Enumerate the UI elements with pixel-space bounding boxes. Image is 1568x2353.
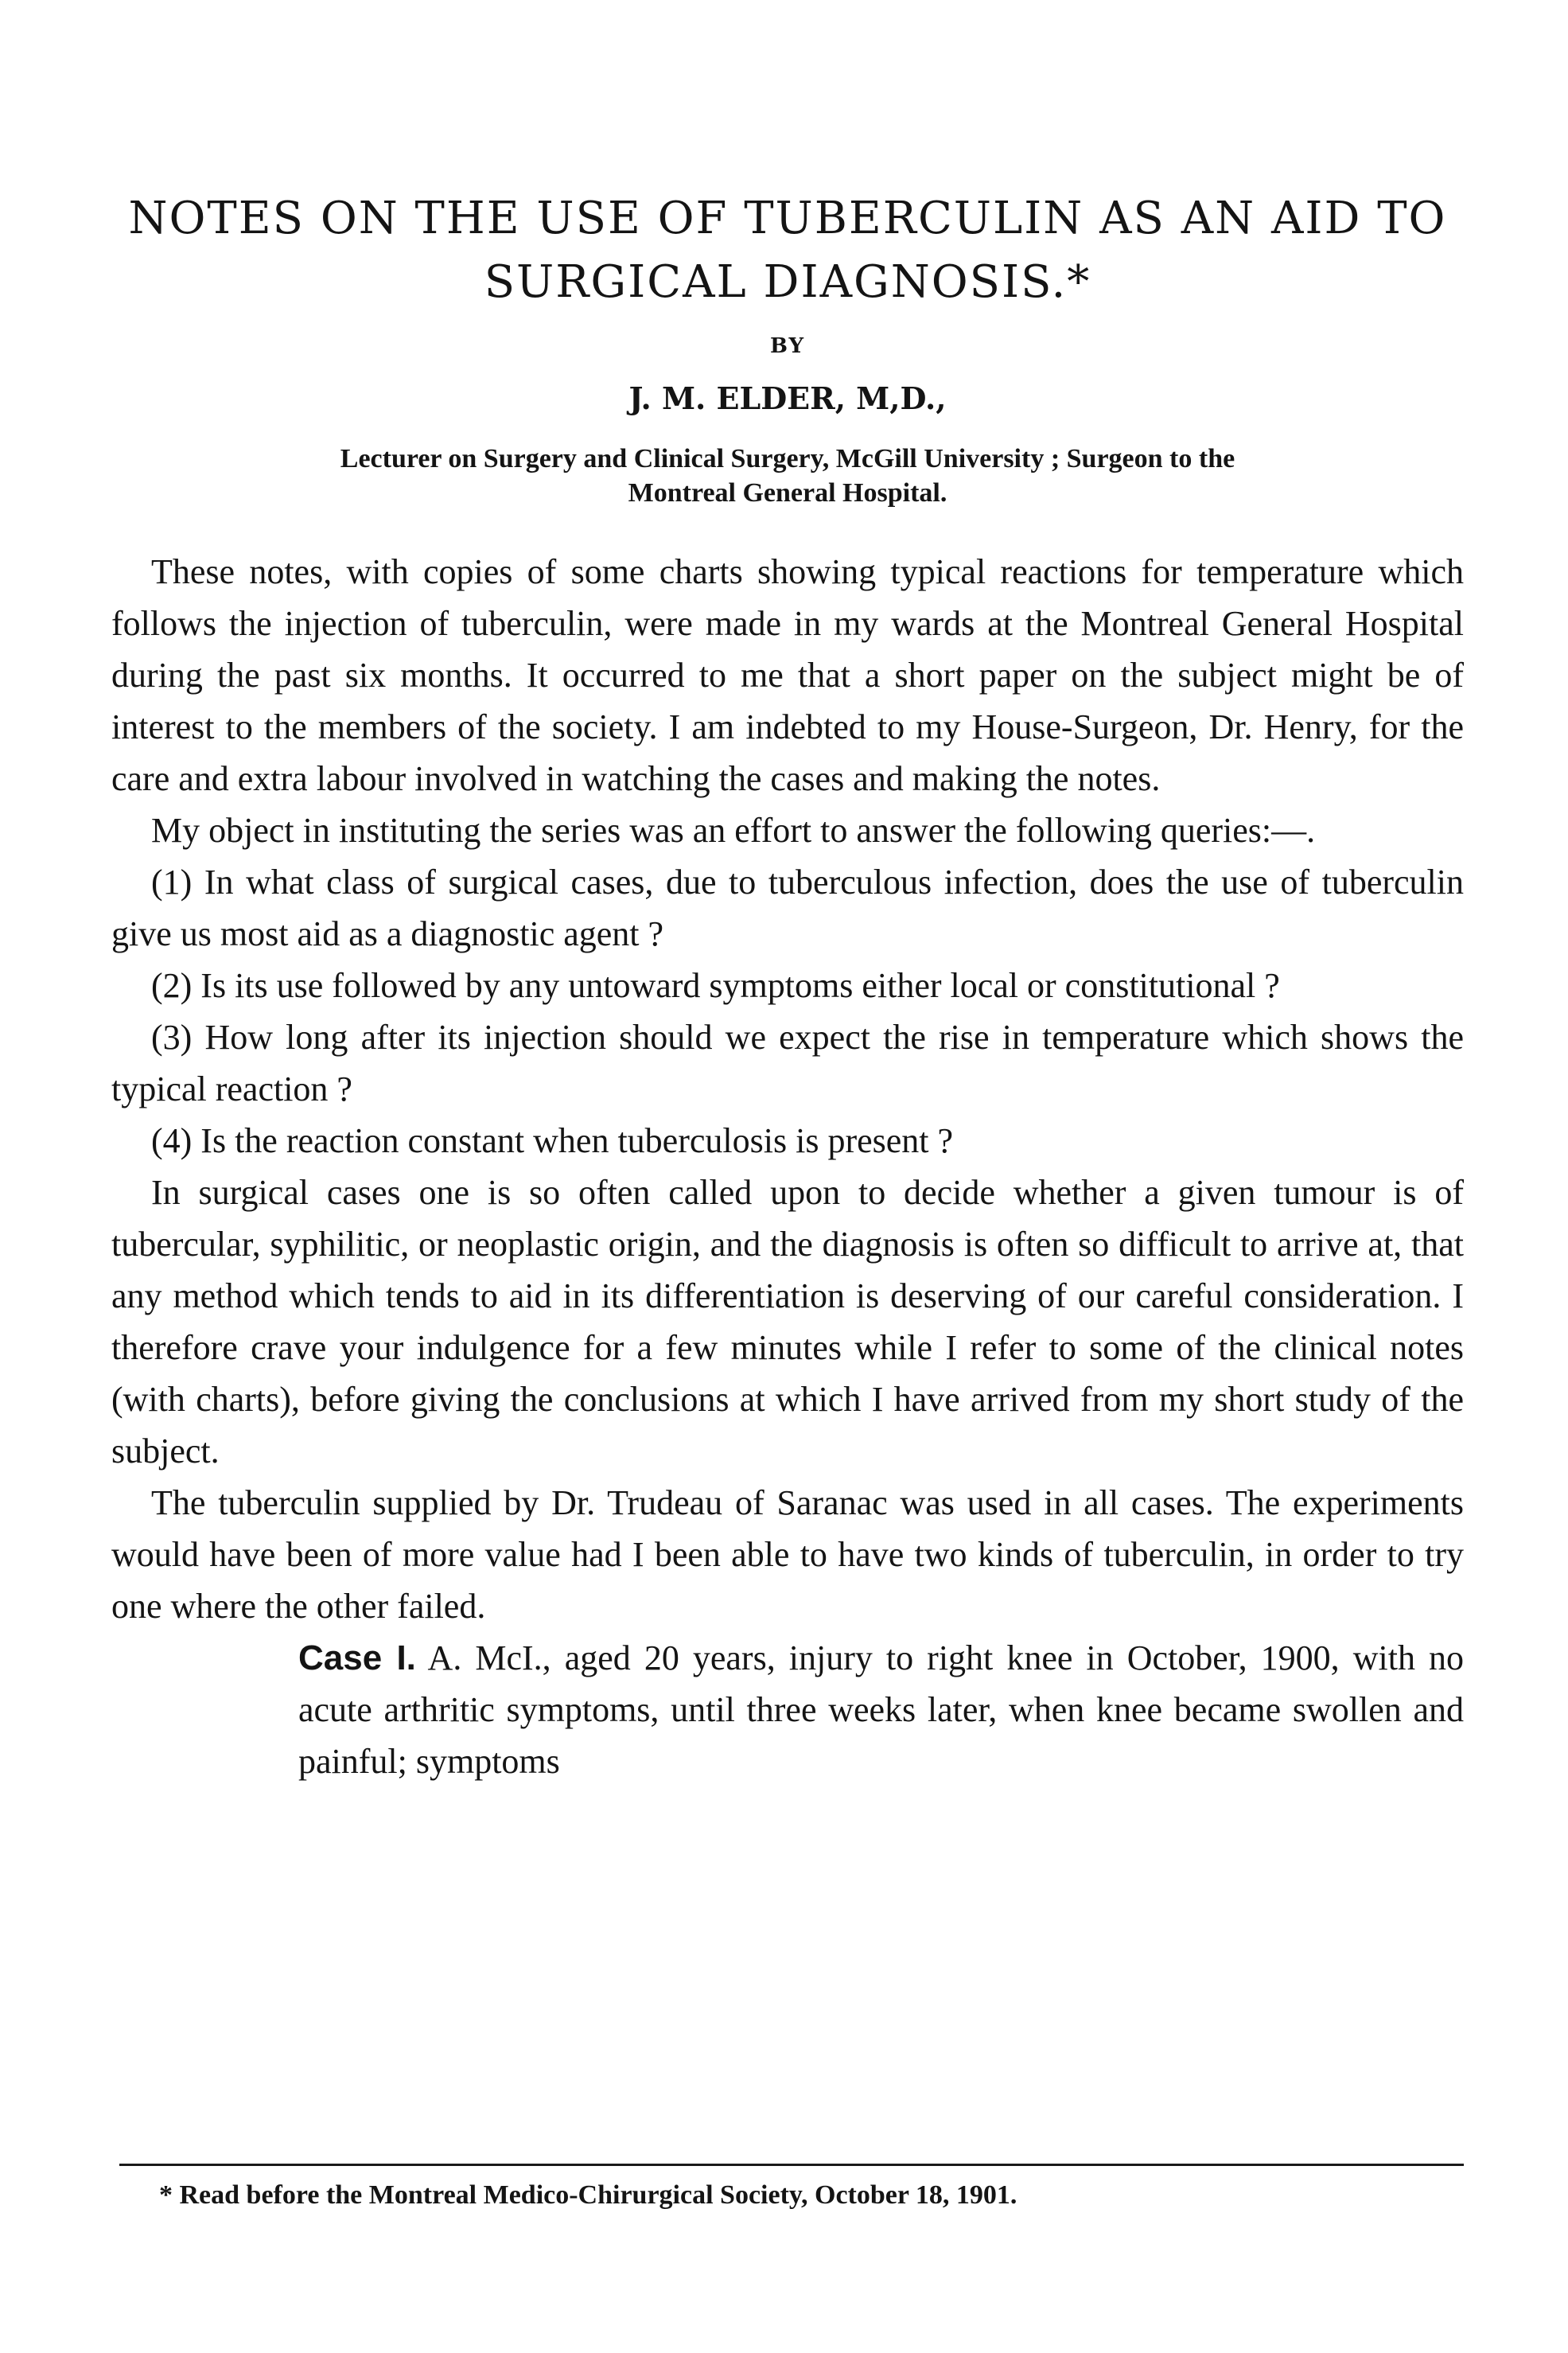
- affiliation-line1: Lecturer on Surgery and Clinical Surgery, McGill University ; Surgeon to the: [340, 444, 1235, 473]
- author-affiliation: [127, 442, 1448, 510]
- query-4: (4) Is the reaction constant when tuberculosis is present ?: [151, 1121, 954, 1160]
- footnote-rule: [119, 2164, 1464, 2166]
- case-1-text: A. McI., aged 20 years, injury to right knee in October, 1900, with no acute arthritic symptoms, until three weeks later, when knee became swollen and painful; symptoms: [298, 1638, 1465, 1781]
- case-1: [298, 1632, 1464, 1787]
- article-title-line2: SURGICAL DIAGNOSIS.*: [484, 256, 1091, 308]
- query-3: (3) How long after its injection should we expect the rise in temperature which shows the typical reaction ?: [111, 1018, 1464, 1108]
- byline-label: BY: [769, 334, 806, 358]
- article-title-line1: NOTES ON THE USE OF TUBERCULIN AS AN AID TO: [128, 193, 1447, 244]
- case-1-label: Case I.: [298, 1638, 416, 1677]
- query-2: (2) Is its use followed by any untoward symptoms either local or constitutional ?: [151, 966, 1280, 1005]
- paragraph-object: My object in instituting the series was an effort to answer the following queries:—.: [151, 811, 1316, 850]
- paragraph-surgical-cases: In surgical cases one is so often called upon to decide whether a given tumour is of tubercular, syphilitic, or neoplastic origin, and the diagnosis is often so difficult to arrive at, that any method which tends to aid in its differentiation is deserving of our careful consideration. I therefore crave your indulgence for a few minutes while I refer to some of the clinical notes (with charts), before giving the conclusions at which I have arrived from my short study of the subject.: [111, 1173, 1464, 1471]
- affiliation-line2: Montreal General Hospital.: [628, 477, 947, 508]
- query-1: (1) In what class of surgical cases, due to tuberculous infection, does the use of tuberculin give us most aid as a diagnostic agent ?: [111, 863, 1464, 953]
- page: [111, 0, 1464, 2353]
- paragraph-tuberculin-supply: The tuberculin supplied by Dr. Trudeau of Saranac was used in all cases. The experiments would have been of more value had I been able to have two kinds of tuberculin, in order to try one where the other failed.: [111, 1483, 1464, 1626]
- paragraph-intro: These notes, with copies of some charts showing typical reactions for temperature which follows the injection of tuberculin, were made in my wards at the Montreal General Hospital during the past six months. It occurred to me that a short paper on the subject might be of interest to the members of the society. I am indebted to my House-Surgeon, Dr. Henry, for the care and extra labour involved in watching the cases and making the notes.: [111, 552, 1464, 798]
- author-name: J. M. ELDER, M,D.,: [628, 380, 947, 416]
- article-body: [111, 546, 1464, 1787]
- footnote: * Read before the Montreal Medico-Chirurgical Society, October 18, 1901.: [159, 2180, 1017, 2210]
